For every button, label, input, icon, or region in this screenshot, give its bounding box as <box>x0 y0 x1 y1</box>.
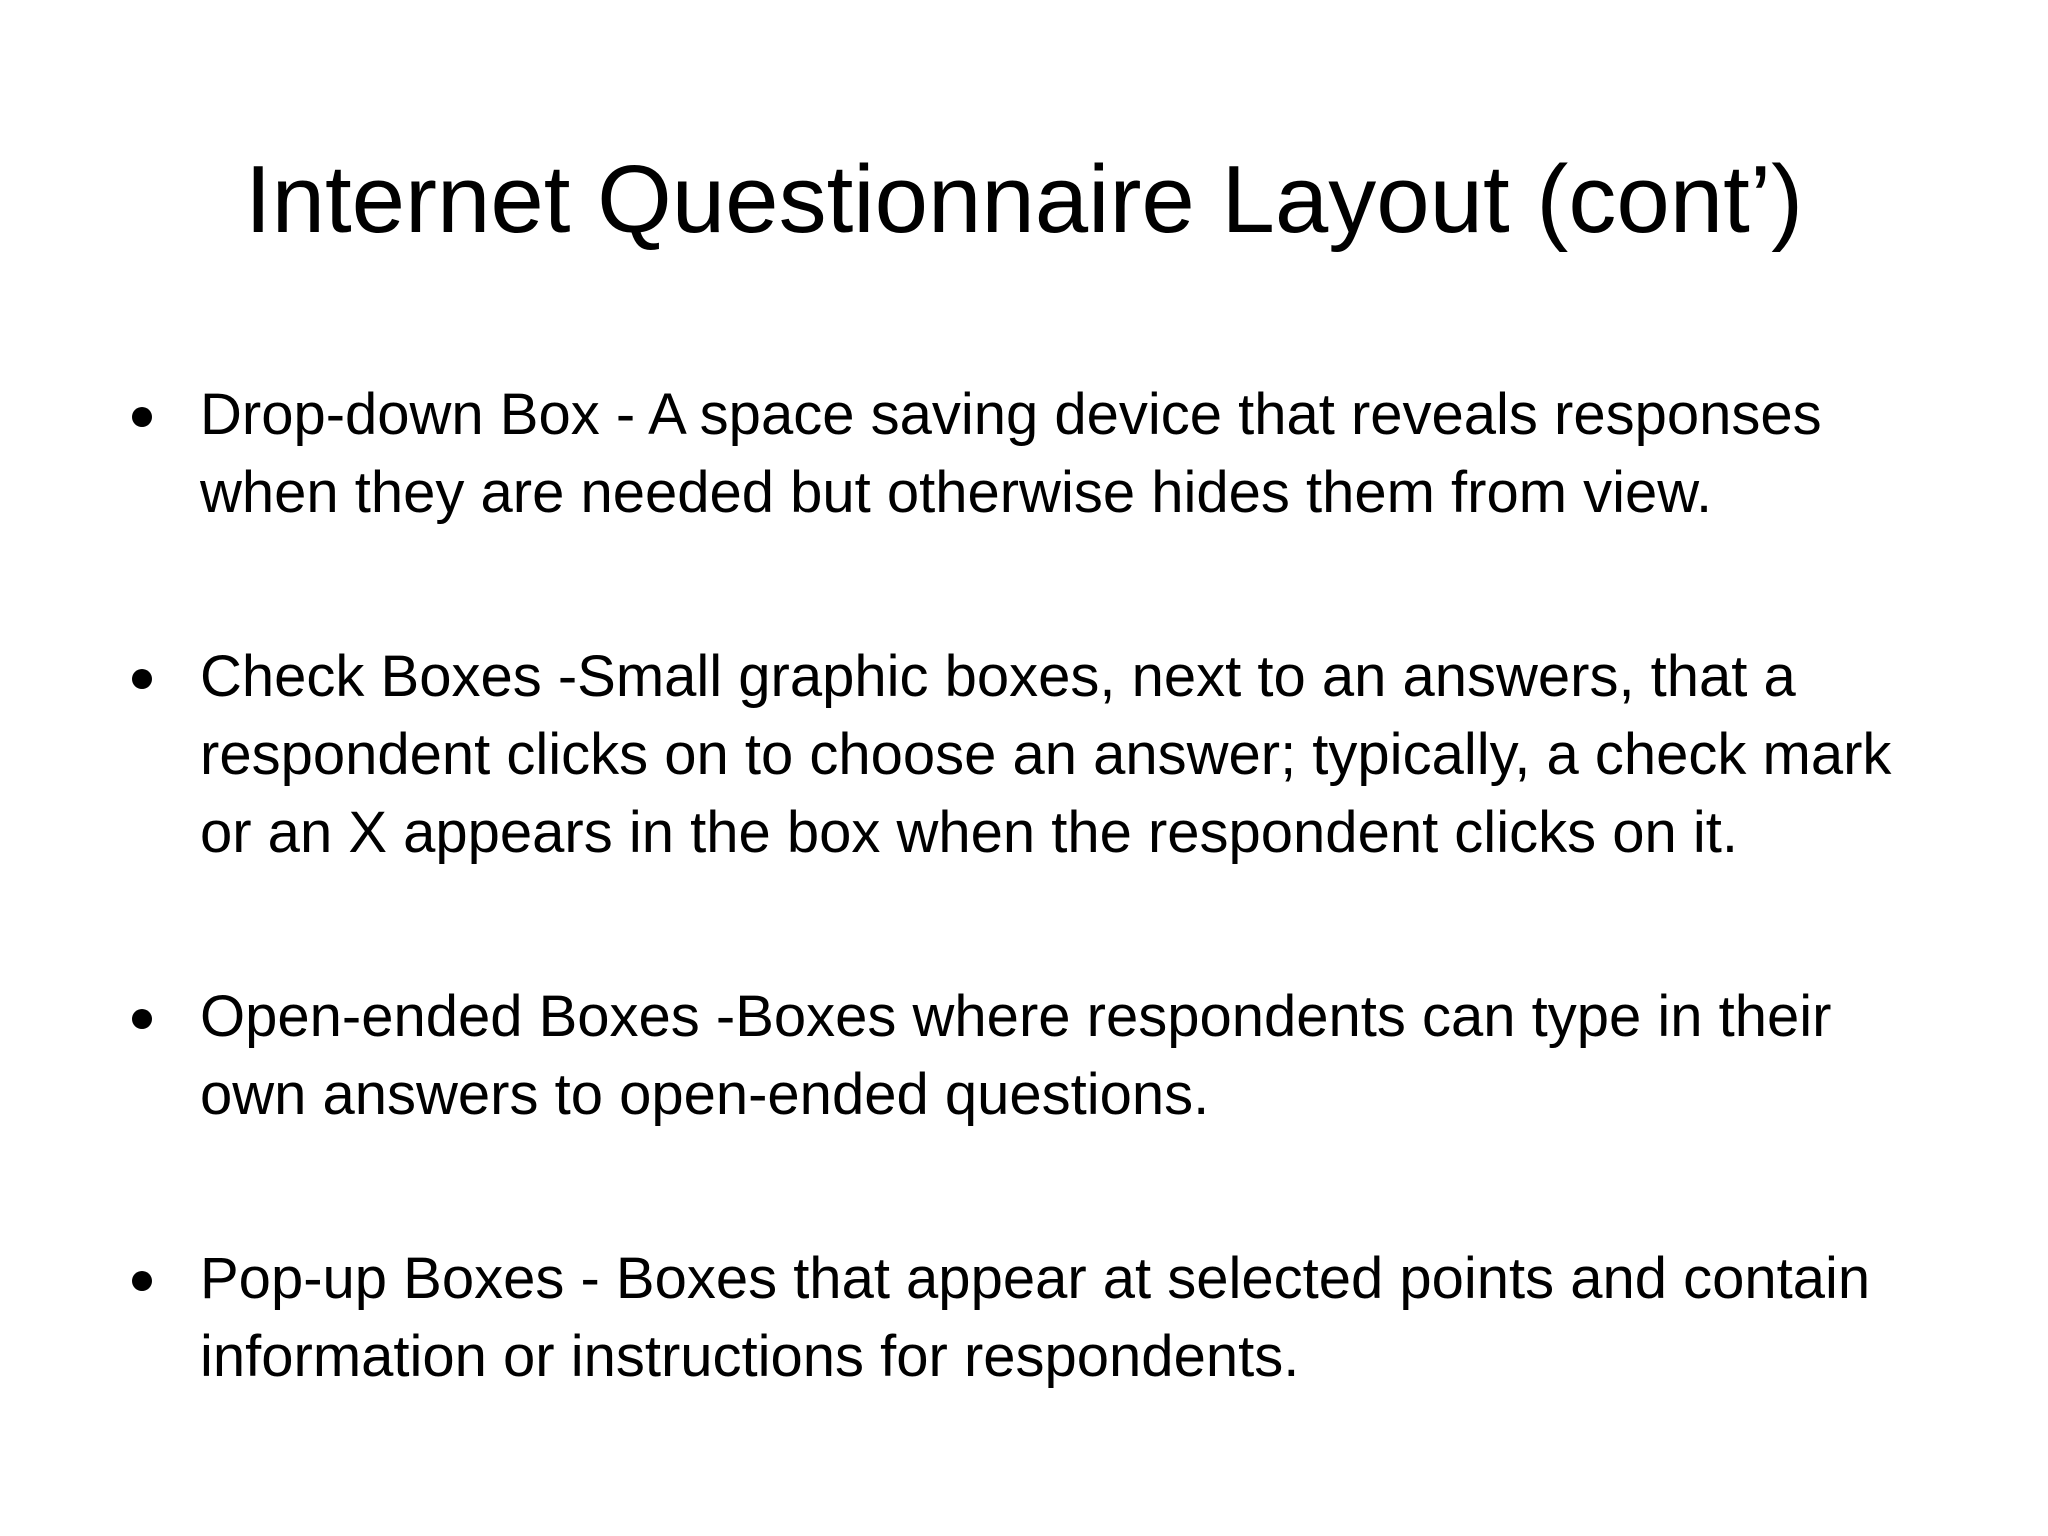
slide-title: Internet Questionnaire Layout (cont’) <box>244 146 1804 253</box>
bullet-dot-icon <box>120 376 200 454</box>
bullet-text: Pop-up Boxes - Boxes that appear at selected points and contain information or instructions for respondents. <box>200 1246 1871 1389</box>
bullet-text: Open-ended Boxes -Boxes where respondents can type in their own answers to open-ended questions. <box>200 984 1832 1127</box>
bullet-item <box>120 376 1960 532</box>
bullet-item <box>120 638 1960 872</box>
bullet-item <box>120 978 1960 1134</box>
bullet-dot-icon <box>120 638 200 716</box>
bullet-item <box>120 1240 1960 1396</box>
bullet-dot-icon <box>120 1240 200 1318</box>
bullet-text: Drop-down Box - A space saving device that reveals responses when they are needed but otherwise hides them from view. <box>200 382 1822 525</box>
bullet-dot-icon <box>120 978 200 1056</box>
bullet-text: Check Boxes -Small graphic boxes, next to an answers, that a respondent clicks on to choose an answer; typically, a check mark or an X appears in the box when the respondent clicks on it. <box>200 644 1892 865</box>
